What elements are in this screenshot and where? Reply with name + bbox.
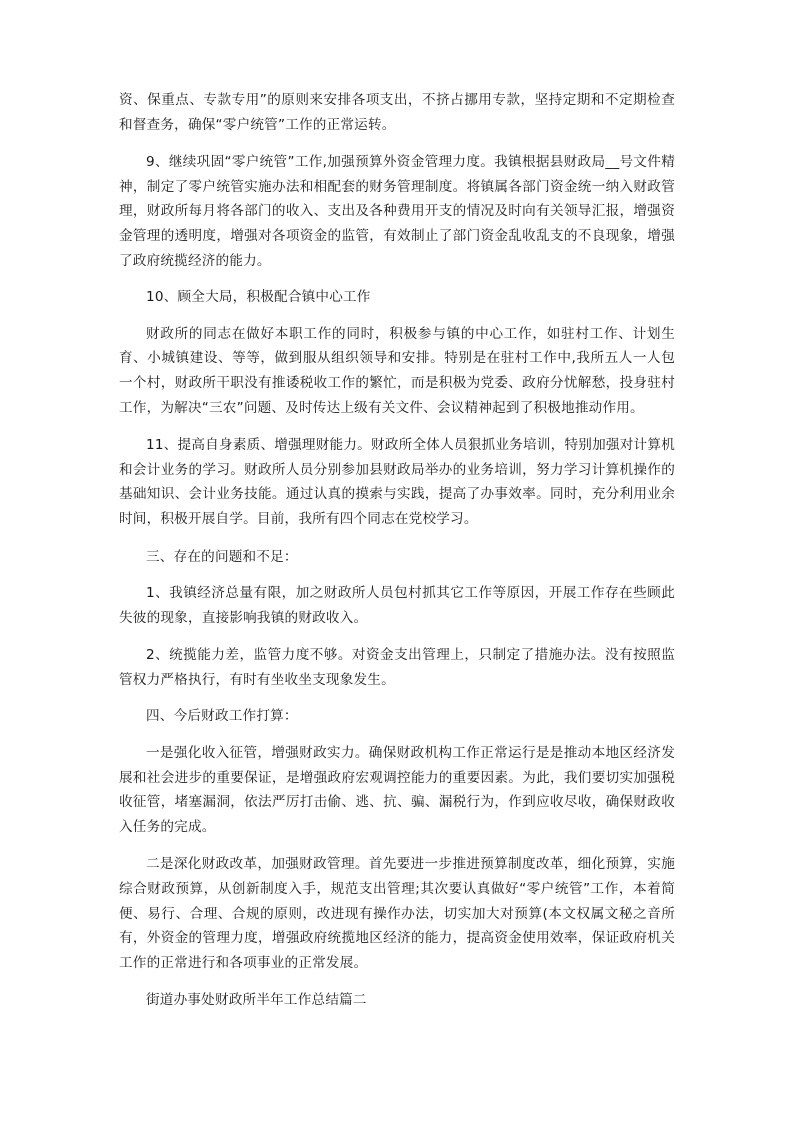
paragraph-plan-2: 二是深化财政改革，加强财政管理。首先要进一步推进预算制度改革，细化预算，实施综合财政预算，从创新制度入手，规范支出管理;其次要认真做好“零户统管”工作，本着简便、易行、合理、合规的原则，改进现有操作办法，切实加大对预算(本文权属文秘之音所有，外资金的管理力度，增强政府统揽地区经济的能力，提高资金使用效率，保证政府机关工作的正常进行和各项事业的正常发展。	[119, 856, 675, 971]
next-article-title: 街道办事处财政所半年工作总结篇二	[146, 992, 367, 1009]
paragraph-plan-1: 一是强化收入征管，增强财政实力。确保财政机构工作正常运行是是推动本地区经济发展和社会进步的重要保证，是增强政府宏观调控能力的重要因素。为此，我们要切实加强税收征管，堵塞漏洞，依法严厉打击偷、逃、抗、骗、漏税行为，作到应收尽收，确保财政收入任务的完成。	[119, 745, 675, 835]
paragraph-item-11: 11、提高自身素质、增强理财能力。财政所全体人员狠抓业务培训，特别加强对计算机和会计业务的学习。财政所人员分别参加县财政局举办的业务培训，努力学习计算机操作的基础知识、会计业务技能。通过认真的摸索与实践，提高了办事效率。同时，充分利用业余时间，积极开展自学。目前，我所有四个同志在党校学习。	[119, 437, 675, 527]
paragraph-problem-2: 2、统揽能力差，监管力度不够。对资金支出管理上，只制定了措施办法。没有按照监管权力严格执行，有时有坐收坐支现象发生。	[119, 647, 675, 688]
document-body	[119, 88, 675, 1013]
paragraph-problem-1: 1、我镇经济总量有限，加之财政所人员包村抓其它工作等原因，开展工作存在些顾此失彼的现象，直接影响我镇的财政收入。	[119, 585, 675, 626]
section-heading-plans: 四、今后财政工作打算：	[146, 708, 298, 725]
paragraph-continuation: 资、保重点、专款专用”的原则来安排各项支出，不挤占挪用专款，坚持定期和不定期检查和督查务，确保“零户统管”工作的正常运转。	[119, 92, 675, 133]
paragraph-item-10-heading: 10、顾全大局，积极配合镇中心工作	[146, 289, 371, 306]
section-heading-problems: 三、存在的问题和不足：	[146, 548, 298, 565]
paragraph-item-9: 9、继续巩固“零户统管”工作,加强预算外资金管理力度。我镇根据县财政局__号文件精神，制定了零户统管实施办法和相配套的财务管理制度。将镇属各部门资金统一纳入财政管理，财政所每月将各部门的收入、支出及各种费用开支的情况及时向有关领导汇报，增强资金管理的透明度，增强对各项资金的监管，有效制止了部门资金乱收乱支的不良现象，增强了政府统揽经济的能力。	[119, 154, 675, 269]
paragraph-central-work: 财政所的同志在做好本职工作的同时，积极参与镇的中心工作，如驻村工作、计划生育、小城镇建设、等等，做到服从组织领导和安排。特别是在驻村工作中,我所五人一人包一个村，财政所干职没有推诿税收工作的繁忙，而是积极为党委、政府分忧解愁，投身驻村工作，为解决“三农”问题、及时传达上级有关文件、会议精神起到了积极地推动作用。	[119, 325, 675, 416]
